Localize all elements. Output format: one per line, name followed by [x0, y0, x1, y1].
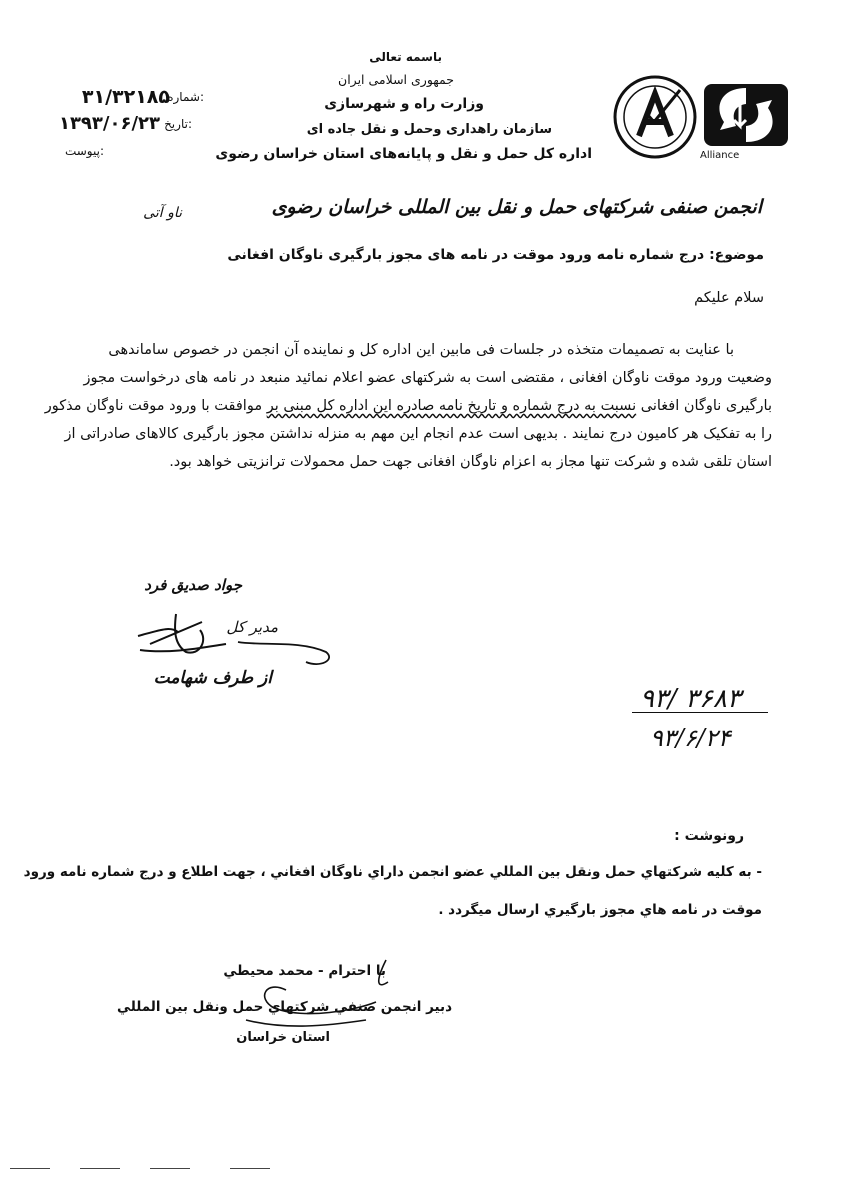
closing-role: دبير انجمن صنفي شركتهاي حمل ونقل بين المللي	[117, 999, 452, 1015]
closing-regards: با احترام - محمد محيطي	[223, 963, 386, 979]
subject-text: درج شماره نامه ورود موقت در نامه های مجوز بارگیری ناوگان افغانی	[227, 247, 705, 263]
department-name: اداره کل حمل و نقل و پایانه‌های استان خراسان رضوی	[215, 146, 592, 162]
addressee: انجمن صنفی شرکتهای حمل و نقل بین المللی خراسان رضوی	[271, 196, 762, 218]
subject-label: موضوع:	[709, 247, 764, 263]
cc-label: رونوشت :	[674, 828, 744, 844]
body-line: استان تلقی شده و شرکت تنها مجاز به اعزام ناوگان افغانی جهت حمل محمولات ترانزیتی خواهد بود.	[169, 454, 772, 470]
footer-rule	[230, 1168, 270, 1169]
letter-number: ۳۱/۳۲۱۸۵	[81, 86, 170, 108]
body-line: بارگیری ناوگان افغانی نسبت به درج شماره و تاریخ نامه صادره این اداره کل مبنی بر موافقت با ورود موقت ناوگان مذکور	[44, 398, 772, 414]
closing-province: استان خراسان	[236, 1030, 330, 1045]
handwritten-ref-date: ۹۳/۶/۲۴	[650, 724, 731, 752]
ref-underline	[632, 712, 768, 713]
letter-date: ۱۳۹۳/۰۶/۲۳	[58, 113, 160, 134]
underlined-phrase: نسبت به درج شماره و تاریخ نامه صادره این اداره کل مبنی بر	[266, 398, 637, 414]
body-line: را به تفکیک هر کامیون درج نمایند . بدیهی است عدم انجام این مهم به منزله نداشتن مجوز بارگیری کالاهای صادراتی از	[64, 426, 772, 442]
date-label: تاریخ:	[164, 117, 192, 131]
letter-body	[44, 336, 772, 476]
subject	[227, 247, 764, 263]
ministry-name: وزارت راه و شهرسازی	[324, 96, 484, 112]
closing-signature-scribble	[226, 950, 396, 1050]
number-label: شماره:	[167, 90, 204, 104]
handwritten-ref-number: ۹۳/ ۳۶۸۳	[640, 684, 741, 714]
organization-name: سازمان راهداری وحمل و نقل جاده ای	[306, 122, 552, 137]
cc-line-1: - به كليه شركتهاي حمل ونقل بين المللي عضو انجمن داراي ناوگان افغاني ، جهت اطلاع و درج شماره نامه ورود	[23, 864, 762, 880]
letter-meta	[58, 86, 204, 158]
body-line: با عنایت به تصمیمات متخذه در جلسات فی مابین این اداره کل و نماینده آن انجمن در خصوص ساماندهی	[108, 342, 734, 358]
footer-rule	[150, 1168, 190, 1169]
body-line: وضعیت ورود موقت ناوگان افغانی ، مقتضی است به شرکتهای عضو اعلام نمائید منبعد در نامه های درخواست مجوز	[83, 370, 772, 386]
bismillah: باسمه تعالی	[369, 50, 442, 64]
country-name: جمهوری اسلامی ایران	[338, 72, 454, 87]
signatory-on-behalf: از طرف شهامت	[153, 668, 272, 688]
attachment-label: پیوست:	[64, 144, 104, 158]
footer-rule	[80, 1168, 120, 1169]
cc-line-2: موقت در نامه هاي مجوز بارگيري ارسال ميگردد .	[438, 902, 762, 918]
handwritten-note: ناو آتی	[143, 205, 182, 221]
logo-text: Alliance	[700, 150, 740, 160]
greeting: سلام علیکم	[694, 290, 764, 306]
signatory-title: مدیر کل	[226, 618, 278, 636]
footer-rule	[10, 1168, 50, 1169]
alliance-logo	[612, 74, 796, 160]
signatory-name: جواد صدیق فرد	[144, 576, 242, 594]
